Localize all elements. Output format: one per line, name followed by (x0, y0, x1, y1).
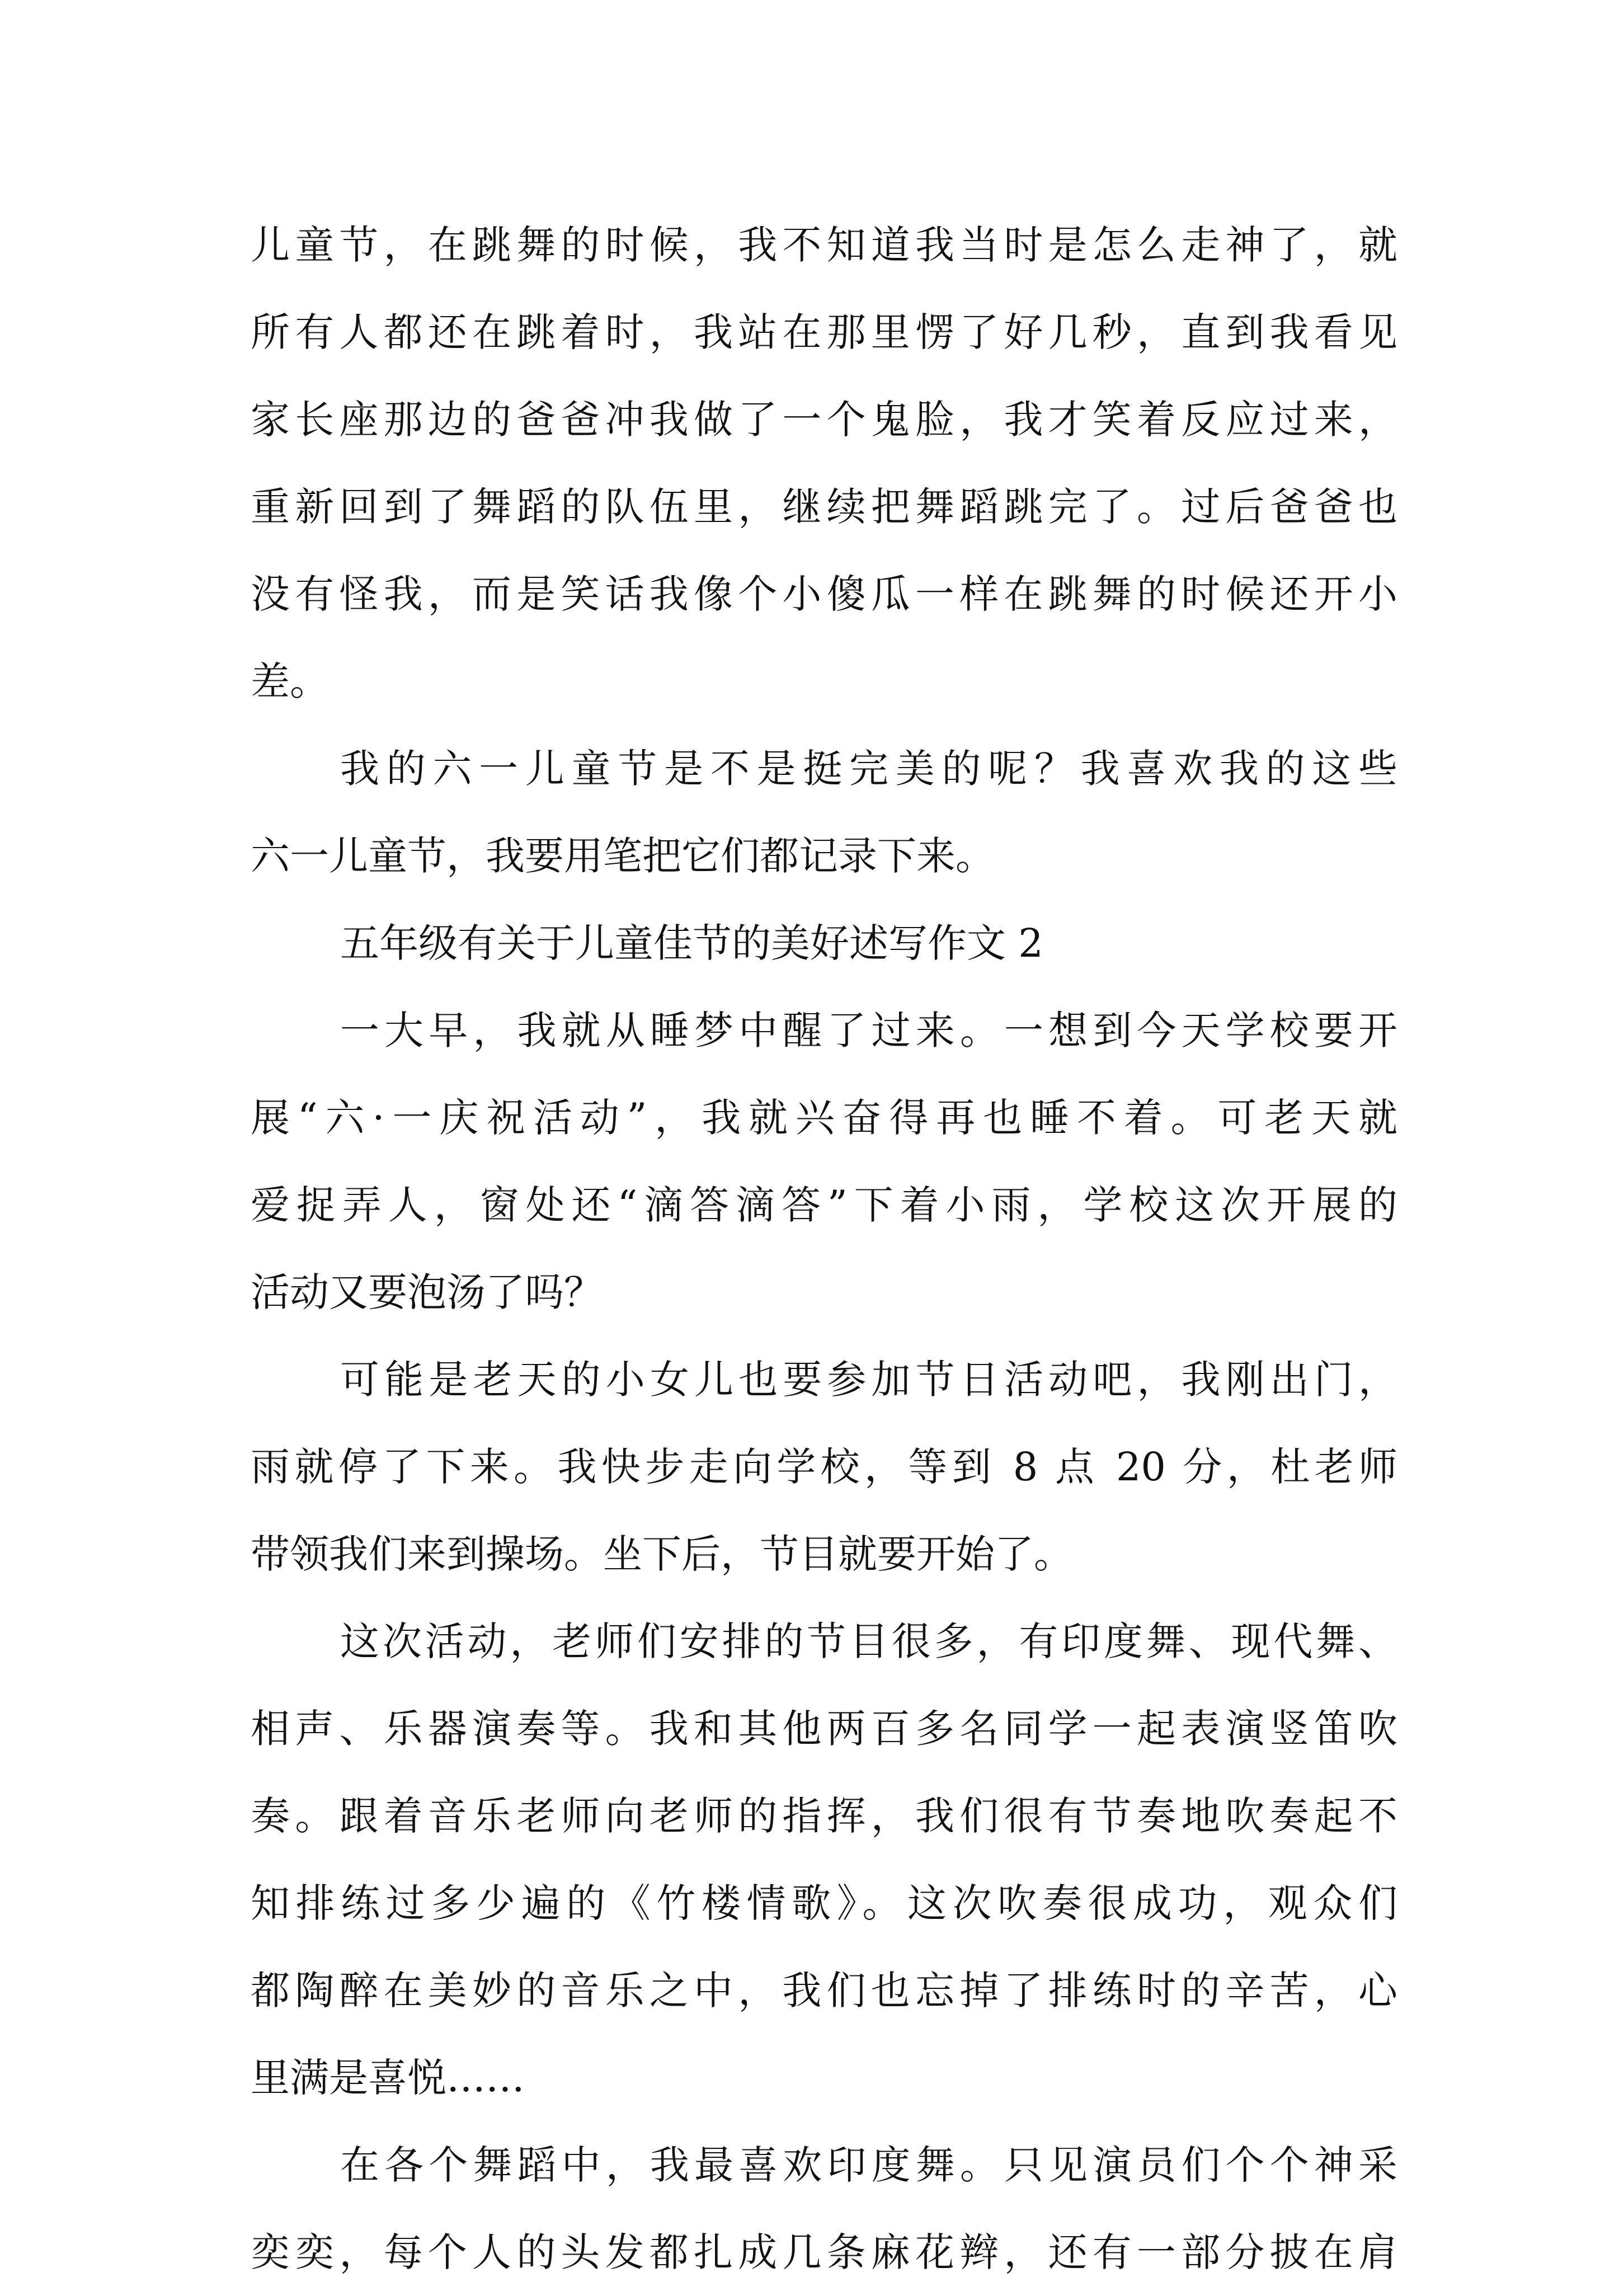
text-line: 没有怪我，而是笑话我像个小傻瓜一样在跳舞的时候还开小 (251, 571, 1397, 617)
document-body (251, 201, 1397, 2296)
text-line: 这次活动，老师们安排的节目很多，有印度舞、现代舞、 (340, 1619, 1397, 1664)
text-line: 相声、乐器演奏等。我和其他两百多名同学一起表演竖笛吹 (251, 1706, 1397, 1752)
text-line: 儿童节，在跳舞的时候，我不知道我当时是怎么走神了，就 (251, 222, 1397, 268)
section-heading: 五年级有关于儿童佳节的美好述写作文 2 (340, 920, 1043, 966)
text-line: 在各个舞蹈中，我最喜欢印度舞。只见演员们个个神采 (340, 2142, 1397, 2188)
text-line: 重新回到了舞蹈的队伍里，继续把舞蹈跳完了。过后爸爸也 (251, 484, 1397, 530)
text-line: 所有人都还在跳着时，我站在那里愣了好几秒，直到我看见 (251, 309, 1397, 355)
text-line: 我的六一儿童节是不是挺完美的呢？我喜欢我的这些 (340, 746, 1397, 792)
text-line: 差。 (251, 658, 329, 704)
text-line: 爱捉弄人，窗处还“滴答滴答”下着小雨，学校这次开展的 (251, 1182, 1397, 1228)
text-line: 都陶醉在美妙的音乐之中，我们也忘掉了排练时的辛苦，心 (251, 1968, 1397, 2013)
text-line: 家长座那边的爸爸冲我做了一个鬼脸，我才笑着反应过来， (251, 397, 1397, 443)
text-line: 六一儿童节，我要用笔把它们都记录下来。 (251, 833, 995, 879)
text-line: 一大早，我就从睡梦中醒了过来。一想到今天学校要开 (340, 1008, 1397, 1053)
text-line: 奏。跟着音乐老师向老师的指挥，我们很有节奏地吹奏起不 (251, 1793, 1397, 1839)
text-line: 奕奕，每个人的头发都扎成几条麻花辫，还有一部分披在肩 (251, 2229, 1397, 2275)
text-line: 里满是喜悦…… (251, 2055, 525, 2101)
text-line: 带领我们来到操场。坐下后，节目就要开始了。 (251, 1531, 1073, 1577)
text-line: 可能是老天的小女儿也要参加节日活动吧，我刚出门， (340, 1357, 1397, 1403)
text-line: 活动又要泡汤了吗？ (251, 1269, 603, 1315)
text-line: 知排练过多少遍的《竹楼情歌》。这次吹奏很成功，观众们 (251, 1880, 1397, 1926)
text-line: 雨就停了下来。我快步走向学校，等到 8 点 20 分，杜老师 (251, 1444, 1397, 1490)
text-line: 展“六·一庆祝活动”，我就兴奋得再也睡不着。可老天就 (251, 1095, 1397, 1141)
